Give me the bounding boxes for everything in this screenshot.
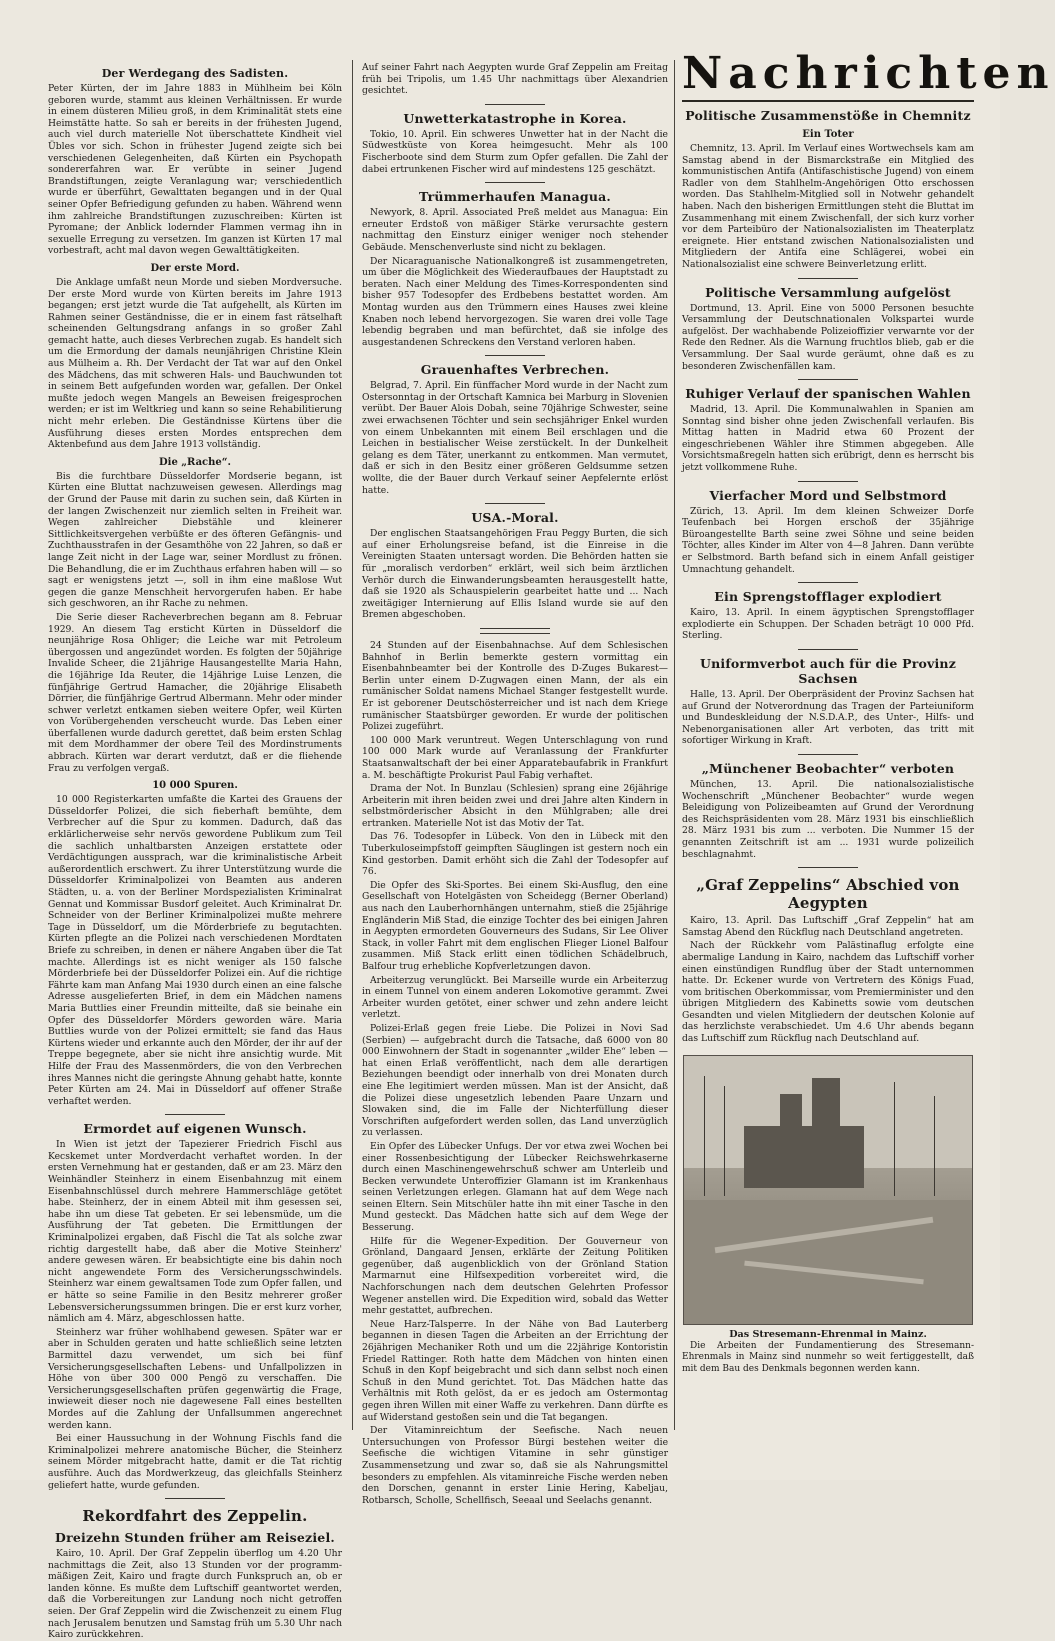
separator xyxy=(798,278,858,279)
headline: „Münchener Beobachter“ verboten xyxy=(701,760,955,776)
article-text: Newyork, 8. April. Associated Preß meldet aus Managua: Ein erneuter Erdstoß von mäßiger Stärke verursachte gestern nachmittag den Einsturz einiger weniger noch stehender Gebäude. Menschenverluste sind nicht zu beklagen. xyxy=(362,207,668,253)
separator xyxy=(798,754,858,755)
article-text: Kairo, 13. April. Das Luftschiff „Graf Zeppelin“ hat am Samstag Abend den Rückflug nach Deutschland angetreten. xyxy=(682,915,974,938)
stresemann-memorial-photo xyxy=(683,1055,973,1325)
subheadline: Dreizehn Stunden früher am Reiseziel. xyxy=(55,1530,335,1546)
article-text: Der Vitaminreichtum der Seefische. Nach neuen Untersuchungen von Professor Bürgi bestehen weiter die Seefische die wichtigen Vitamine in sehr günstiger Zusammensetzung und zwar so, daß sie als Nahrungsmittel besonders zu empfehlen. Als vitaminreiche Fische werden neben den Dorschen, genannt in erster Linie Hering, Kabeljau, Rotbarsch, Scholle, Schellfisch, Seeaal und Seelachs genannt. xyxy=(362,1425,668,1506)
article-text: Kairo, 10. April. Der Graf Zeppelin überflog um 4.20 Uhr nachmittags die Zeit, also 13 Stunden vor der programmmäßigen Zeit, Kairo und fragte durch Funkspruch an, ob er landen könne. Es mußte dem Luftschiff geantwortet werden, daß die Vorbereitungen zur Landung noch nicht getroffen seien. Der Graf Zeppelin wird die Zwischenzeit zu einem Flug nach Jerusalem benutzen und Samstag früh um 5.30 Uhr nach Kairo zurückkehren. xyxy=(48,1548,342,1641)
separator xyxy=(485,104,545,105)
separator xyxy=(485,355,545,356)
column-middle xyxy=(362,62,668,1506)
subhead: Die „Rache“. xyxy=(158,456,232,468)
column-rule xyxy=(674,60,675,1430)
article-text: Die Anklage umfaßt neun Morde und sieben Mordversuche. Der erste Mord wurde von Kürten bereits im Jahre 1913 begangen; erst jetzt wurde die Tat aufgehellt, als Kürten im Rahmen seiner Geständnisse, die er in einem fast rätselhaft scheinenden Geltungsdrang anfangs in so großer Zahl gemacht hatte, auch dieses Verbrechen zugab. Es handelt sich um die Ermordung der damals neunjährigen Christine Klein aus Mülheim a. Rh. Der Verdacht der Tat war auf den Onkel des Mädchens, das mit schweren Hals- und Bauchwunden tot in seinem Bett aufgefunden worden war, gefallen. Der Onkel mußte jedoch wegen Mangels an Beweisen freigesprochen werden; er ist im Weltkrieg und kann so seine Rehabilitierung nicht mehr erleben. Die Geständnisse Kürtens über die Ausführung dieses ersten Mordes entsprechen dem Aktenbefund aus dem Jahre 1913 vollständig. xyxy=(48,276,342,451)
headline: Politische Zusammenstöße in Chemnitz xyxy=(685,108,971,123)
headline: Ein Sprengstofflager explodiert xyxy=(714,589,942,605)
article-text: 10 000 Registerkarten umfaßte die Kartei des Grauens der Düsseldorfer Polizei, die sich fieberhaft bemühte, dem Verbrecher auf die Spur zu kommen. Dadurch, daß das erklärlicherweise sehr nervös gewordene Publikum zum Teil die sachlich unhaltbarsten Anzeigen erstattete oder Verdächtigungen aussprach, war die kriminalistische Arbeit außerordentlich erschwert. Zu ihrer Unterstützung wurde die Düsseldorfer Kriminalpolizei von Beamten aus anderen Städten, u. a. von der Berliner Mordspezialisten Kriminalrat Gennat und Kommissar Busdorf geleitet. Auch Kriminalrat Dr. Schneider von der Berliner Kriminalpolizei mußte mehrere Tage in Düsseldorf, um die Mörderbriefe zu begutachten. Kürten pflegte an die Polizei nach verschiedenen Mordtaten Briefe zu schreiben, in denen er nähere Angaben über die Tat machte. Allerdings ist es nicht weniger als 150 falsche Mörderbriefe bei der Düsseldorfer Polizei ein. Auf die richtige Fährte kam man Anfang Mai 1930 durch einen an eine falsche Adresse ausgelieferten Brief, in dem ein Mädchen namens Maria Buttlies einer Freundin mitteilte, daß sie beinahe ein Opfer des Düsseldorfer Mörders geworden wäre. Maria Buttlies wurde von der Polizei ermittelt; sie fand das Haus Kürtens wieder und erkannte auch den Mörder, der ihr auf der Treppe begegnete, aber sie nicht ihre ansichtig wurde. Mit Hilfe der Frau des Massenmörders, die von den Verbrechen ihres Mannes nicht die geringste Ahnung gehabt hatte, konnte Peter Kürten am 24. Mai in Düsseldorf auf offener Straße verhaftet werden. xyxy=(48,794,342,1107)
separator xyxy=(480,628,550,634)
article-text: Steinherz war früher wohlhabend gewesen. Später war er aber in Schulden geraten und hatte schließlich seine letzten Barmittel dazu verwendet, um sich bei fünf Versicherungsgesellschaften Lebens- und Unfallpolizzen in Höhe von über 300 000 Pengö zu verschaffen. Die Versicherungsgesellschaften prüfen gegenwärtig die Frage, inwieweit dieser noch nie dagewesene Fall eines bestellten Mordes auf die Zahlung der Unfallsummen angerechnet werden kann. xyxy=(48,1326,342,1431)
photo-caption-text: Die Arbeiten der Fundamentierung des Stresemann-Ehrenmals in Mainz sind nunmehr so weit fertiggestellt, daß mit dem Bau des Denkmals begonnen werden kann. xyxy=(682,1340,974,1374)
subheadline: Ein Toter xyxy=(802,129,854,140)
article-text: Nach der Rückkehr vom Palästinaflug erfolgte eine abermalige Landung in Kairo, nachdem das Luftschiff vorher einen einstündigen Rundflug über der Stadt unternommen hatte. Dr. Eckener wurde von Vertretern des Königs Fuad, vom britischen Oberkommissar, vom Premierminister und den übrigen Mitgliedern des Kabinetts sowie vom deutschen Gesandten und vielen Mitgliedern der deutschen Kolonie auf das herzlichste verabschiedet. Um 4.6 Uhr abends begann das Luftschiff zum Rückflug nach Deutschland auf. xyxy=(682,940,974,1045)
column-left xyxy=(48,62,342,1641)
headline: Der Werdegang des Sadisten. xyxy=(101,67,289,80)
article-text: Dortmund, 13. April. Eine von 5000 Personen besuchte Versammlung der Deutschnationalen Volkspartei wurde aufgelöst. Der wachhabende Polizeioffizier verwarnte vor der Rede den Redner. Als die Warnung fruchtlos blieb, gab er die Versammlung. Der Saal wurde geräumt, ohne daß es zu besonderen Zwischenfällen kam. xyxy=(682,302,974,372)
subhead: Der erste Mord. xyxy=(150,262,240,274)
headline: Trümmerhaufen Managua. xyxy=(419,189,611,205)
headline: USA.-Moral. xyxy=(471,510,559,526)
separator xyxy=(165,1498,225,1499)
article-text: Drama der Not. In Bunzlau (Schlesien) sprang eine 26jährige Arbeiterin mit ihren beiden zwei und drei Jahre alten Kindern in selbstmörderischer Absicht in den Mühlgraben; alle drei ertranken. Materielle Not ist das Motiv der Tat. xyxy=(362,783,668,829)
separator xyxy=(485,182,545,183)
masthead-title: Nachrichten xyxy=(682,48,974,102)
article-text: Madrid, 13. April. Die Kommunalwahlen in Spanien am Sonntag sind bisher ohne jeden Zwischenfall verlaufen. Bis Mittag hatten in Madrid etwa 60 Prozent der eingeschriebenen Wähler ihre Stimmen abgegeben. Alle Vorsichtsmaßregeln hatten sich erübrigt, denn es herrscht bis jetzt vollkommene Ruhe. xyxy=(682,404,974,474)
article-text: Arbeiterzug verunglückt. Bei Marseille wurde ein Arbeiterzug in einem Tunnel von einem anderen Lokomotive gerammt. Zwei Arbeiter wurden getötet, einer schwer und zehn andere leicht verletzt. xyxy=(362,974,668,1021)
separator xyxy=(485,503,545,504)
headline: Ermordet auf eigenen Wunsch. xyxy=(83,1121,307,1137)
tree xyxy=(724,1086,725,1196)
article-text: Der englischen Staatsangehörigen Frau Peggy Burten, die sich auf einer Erholungsreise befand, ist die Einreise in die Vereinigten Staaten untersagt worden. Die Behörden hatten sie für „moralisch verdorben“ erklärt, weil sich beim ärztlichen Verhör durch die Einwanderungsbeamten herausgestellt hatte, daß sie 1920 als Schauspielerin gearbeitet hatte und ... Nach zweitägiger Internierung auf Ellis Island wurde sie auf den Bremen abgeschoben. xyxy=(362,528,668,621)
article-text: 24 Stunden auf der Eisenbahnachse. Auf dem Schlesischen Bahnhof in Berlin bemerkte gestern vormittag ein Eisenbahnbeamter bei der Kontrolle des D-Zuges Bukarest—Berlin unter einem D-Zugwagen einen Mann, der als ein rumänischer Soldat namens Michael Stanger festgestellt wurde. Er ist geborener Deutschösterreicher und ist nach dem Kriege rumänischer Staatsbürger geworden. Er wurde der politischen Polizei zugeführt. xyxy=(362,639,668,733)
headline: „Graf Zeppelins“ Abschied von Aegypten xyxy=(696,876,960,913)
column-right xyxy=(682,48,1055,1428)
separator xyxy=(798,867,858,868)
article-text: Tokio, 10. April. Ein schweres Unwetter hat in der Nacht die Südwestküste von Korea heimgesucht. Mehr als 100 Fischerboote sind dem Sturm zum Opfer gefallen. Die Zahl der dabei ertrunkenen Fischer wird auf mindestens 125 geschätzt. xyxy=(362,128,668,175)
tree xyxy=(894,1082,895,1196)
article-text: Das 76. Todesopfer in Lübeck. Von den in Lübeck mit den Tuberkuloseimpfstoff geimpften Säuglingen ist gestern noch ein Kind gestorben. Damit erhöht sich die Zahl der Todesopfer auf 76. xyxy=(362,831,668,878)
tree xyxy=(704,1076,705,1196)
headline: Unwetterkatastrophe in Korea. xyxy=(403,110,627,126)
separator xyxy=(798,582,858,583)
tree xyxy=(934,1096,935,1196)
article-text: Bis die furchtbare Düsseldorfer Mordserie begann, ist Kürten eine Bluttat nachzuweisen gewesen. Allerdings mag der Grund der Pause mit darin zu suchen sein, daß Kürten in der langen Zwischenzeit nur ziemlich selten in Freiheit war. Wegen zahlreicher Diebstähle und kleinerer Sittlichkeitsvergehen verbüßte er des öfteren Gefängnis- und Zuchthausstrafen in der Gesamthöhe von 22 Jahren, so daß er lange Zeit nicht in der Lage war, seiner Mordlust zu frönen. Die Behandlung, die er im Zuchthaus erfahren haben will — so sagt er wenigstens jetzt —, soll in ihm eine maßlose Wut gegen die ganze Menschheit hervorgerufen haben. Er habe sich geschworen, an ihr Rache zu nehmen. xyxy=(48,470,342,610)
article-text: Halle, 13. April. Der Oberpräsident der Provinz Sachsen hat auf Grund der Notverordnung das Tragen der Parteiuniform und Bundeskleidung der N.S.D.A.P., des Unter-, Hilfs- und Nebenorganisationen aller Art verboten, das tritt mit sofortiger Wirkung in Kraft. xyxy=(682,689,974,747)
headline: Uniformverbot auch für die Provinz Sachsen xyxy=(699,656,957,686)
article-text: Chemnitz, 13. April. Im Verlauf eines Wortwechsels kam am Samstag abend in der Bismarckstraße ein Mitglied des kommunistischen Antifa (Antifaschistische Jugend) von einem Radler von dem Stahlhelm-Angehörigen Otto erschossen worden. Das Stahlhelm-Mitglied soll in Notwehr gehandelt haben. Nach den bisherigen Ermittlungen steht die Bluttat im Zusammenhang mit einem Zwischenfall, der sich kurz vorher vor dem Parteibüro der Nationalsozialisten im Theaterplatz ereignete. Hier entstand zwischen Nationalsozialisten und Mitgliedern der Antifa eine Schlägerei, wobei ein Nationalsozialist eine schwere Beinverletzung erlitt. xyxy=(682,143,974,270)
column-rule xyxy=(352,60,353,1430)
subhead: 10 000 Spuren. xyxy=(152,780,238,792)
headline: Vierfacher Mord und Selbstmord xyxy=(709,487,947,503)
headline: Grauenhaftes Verbrechen. xyxy=(420,362,610,378)
article-text: 100 000 Mark veruntreut. Wegen Unterschlagung von rund 100 000 Mark wurde auf Veranlassung der Frankfurter Staatsanwaltschaft der bei einer Apparatebaufabrik in Frankfurt a. M. beschäftigte Prokurist Paul Fabig verhaftet. xyxy=(362,734,668,781)
headline: Rekordfahrt des Zeppelin. xyxy=(82,1507,308,1526)
article-text: Auf seiner Fahrt nach Aegypten wurde Graf Zeppelin am Freitag früh bei Tripolis, um 1.45 Uhr nachmittags über Alexandrien gesichtet. xyxy=(362,62,668,97)
article-text: Die Opfer des Ski-Sportes. Bei einem Ski-Ausflug, den eine Gesellschaft von Hotelgästen von Scheidegg (Berner Oberland) aus nach den Lauberhornhängen unternahm, stieß die 25jährige Engländerin Miß Stad, die einzige Tochter des bei einigen Jahren in Aegypten ermordeten Gouverneurs des Sudans, Sir Lee Oliver Stack, in voller Fahrt mit dem englischen Flieger Lionel Balfour zusammen. Miß Stack erlitt einen tödlichen Schädelbruch, Balfour trug erhebliche Kopfverletzungen davon. xyxy=(362,879,668,972)
separator xyxy=(798,649,858,650)
separator xyxy=(165,1114,225,1115)
article-text: Neue Harz-Talsperre. In der Nähe von Bad Lauterberg begannen in diesen Tagen die Arbeiten an der Errichtung der 26jährigen Mechaniker Roth und um die 22jährige Kontoristin Friedel Rattinger. Roth hatte dem Mädchen von hinten einen Schuß in den Kopf beigebracht und sich dann selbst noch einen Schuß in den Mund gerichtet. Tot. Das Mädchen hatte das Verhältnis mit Roth gelöst, da er es jedoch am Ostermontag gegen ihren Willen mit einer Waffe zu verkehren. Dann dürfte es auf Widerstand gestoßen sein und die Tat begangen. xyxy=(362,1318,668,1423)
separator xyxy=(798,379,858,380)
headline: Ruhiger Verlauf der spanischen Wahlen xyxy=(685,386,971,402)
cathedral-body xyxy=(744,1126,864,1188)
article-text: Kairo, 13. April. In einem ägyptischen Sprengstofflager explodierte ein Schuppen. Der Schaden beträgt 10 000 Pfd. Sterling. xyxy=(682,607,974,642)
article-text: In Wien ist jetzt der Tapezierer Friedrich Fischl aus Kecskemet unter Mordverdacht verhaftet worden. In der ersten Vernehmung hat er gestanden, daß er am 23. März den Weinhändler Steinherz in einem Eisenbahnzug mit einem Eisenbahnschlüssel durch mehrere Hammerschläge getötet habe. Steinherz, der in einem Abteil mit ihm gesessen sei, habe ihn um diese Tat gebeten. Er sei lebensmüde, um die Ausführung der Tat gebeten. Die Ermittlungen der Kriminalpolizei ergaben, daß Fischl die Tat als solche zwar richtig dargestellt habe, daß aber die Motive Steinherz' andere gewesen wären. Er beabsichtigte eine bis dahin noch nicht angewendete Form des Versicherungsschwindels. Steinherz war einem gewaltsamen Tode zum Opfer fallen, und er hätte so seine Familie in den Besitz mehrerer großer Lebensversicherungssummen bringen. Die er erst kurz vorher, nämlich am 4. März, abgeschlossen hatte. xyxy=(48,1139,342,1325)
headline: Politische Versammlung aufgelöst xyxy=(705,284,951,300)
article-text: Hilfe für die Wegener-Expedition. Der Gouverneur von Grönland, Dangaard Jensen, erklärte der Zeitung Politiken gegenüber, daß augenblicklich von der Grönland Station Marmarnut eine Hilfsexpedition vorbereitet wird, die Nachforschungen nach dem deutschen Gelehrten Professor Wegener anstellen wird. Die Expedition wird, sobald das Wetter mehr gestattet, aufbrechen. xyxy=(362,1235,668,1317)
photo-caption-title: Das Stresemann-Ehrenmal in Mainz. xyxy=(729,1328,927,1340)
article-text: Der Nicaraguanische Nationalkongreß ist zusammengetreten, um über die Möglichkeit des Wiederaufbaues der Hauptstadt zu beraten. Nach einer Meldung des Times-Korrespondenten sind bisher 957 Todesopfer des Erdbebens bestattet worden. Am Montag wurden aus den Trümmern eines Hauses zwei kleine Knaben noch lebend hervorgezogen. Sie waren drei volle Tage lebendig begraben und man befürchtet, daß sie infolge des ausgestandenen Schreckens den Verstand verloren haben. xyxy=(362,255,668,348)
article-text: Belgrad, 7. April. Ein fünffacher Mord wurde in der Nacht zum Ostersonntag in der Ortschaft Kamnica bei Marburg in Slovenien verübt. Der Bauer Alois Dobah, seine 70jährige Schwester, seine zwei erwachsenen Töchter und sein sechsjähriger Enkel wurden von einem Unbekannten mit einem Beil erschlagen und die Leichen in bestialischer Weise zerstückelt. In der Dunkelheit gelang es dem Täter, unerkannt zu entkommen. Man vermutet, daß er sich in den Besitz einer größeren Geldsumme setzen wollte, die der Bauer durch Verkauf seiner Aepfelernte erlöst hatte. xyxy=(362,380,668,496)
article-text: Polizei-Erlaß gegen freie Liebe. Die Polizei in Novi Sad (Serbien) — aufgebracht durch die Tatsache, daß 6000 von 80 000 Einwohnern der Stadt in sogenannter „wilder Ehe“ leben — hat einen Erlaß veröffentlicht, nach dem alle derartigen Beziehungen beendigt oder innerhalb von drei Monaten durch eine Ehe legitimiert werden müssen. Man ist der Ansicht, daß die Polizei diese ungesetzlich lebenden Paare Unzarn und Slowaken sind, die im Falle der Nichterfüllung dieser Vorschriften aufgefordert werden sollen, das Land unverzüglich zu verlassen. xyxy=(362,1022,668,1139)
article-text: Die Serie dieser Racheverbrechen begann am 8. Februar 1929. An diesem Tag ersticht Kürten in Düsseldorf die neunjährige Rosa Ohliger; die Leiche war mit Petroleum übergossen und angezündet worden. Es folgten der 50jährige Invalide Scheer, die 21jährige Hausangestellte Maria Hahn, die 16jährige Ida Reuter, die 14jährige Luise Lenzen, die fünfjährige Gertrud Hamacher, die 20jährige Elisabeth Dörrier, die fünfjährige Gertrud Albermann. Mehr oder minder schwer verletzt entkamen sieben weitere Opfer, weil Kürten von Vorübergehenden verscheucht wurde. Das Leben einer überfallenen wurde dadurch gerettet, daß beim ersten Schlag mit dem Mordhammer der obere Teil des Mordinstruments abbrach. Kürten war derart verdutzt, daß er die fliehende Frau zu verfolgen vergaß. xyxy=(48,611,342,774)
article-text: Ein Opfer des Lübecker Unfugs. Der vor etwa zwei Wochen bei einer Rossenbesichtigung der Lübecker Reichswehrkaserne durch einen Maschinengewehrschuß schwer am Unterleib und Becken verwundete Unteroffizier Glamann ist im Krankenhaus seinen Verletzungen erlegen. Glamann hat auf dem Wege nach seinen Eltern. Sein Mitschüler hatte ihn mit einer Tasche in den Mund gesteckt. Das Mädchen hatte sich auf dem Wege der Besserung. xyxy=(362,1140,668,1234)
separator xyxy=(798,481,858,482)
article-text: München, 13. April. Die nationalsozialistische Wochenschrift „Münchener Beobachter“ wurde wegen Beleidigung von Polizeibeamten auf Grund der Verordnung des Reichspräsidenten vom 28. März 1931 bis einschließlich 28. März 1931 bis zum ... verboten. Die Nummer 15 der genannten Zeitschrift ist am ... 1931 wurde polizeilich beschlagnahmt. xyxy=(682,778,974,860)
article-text: Peter Kürten, der im Jahre 1883 in Mühlheim bei Köln geboren wurde, stammt aus kleinen Verhältnissen. Er wurde in einem düsteren Milieu groß, in dem Kriminalität stets eine Heimstätte hatte. So sah er bereits in der frühesten Jugend, auch viel durch materielle Not überschattete Kindheit viel Übles vor sich. Schon in frühester Jugend zeigte sich bei verschiedenen Gelegenheiten, daß Kürten ein Psychopath sondererfahren war. Er verübte in seiner Jugend Brandstiftungen, zeigte Veranlagung war; verschiedentlich wurde er überführt, Gewalttaten begangen und in der Qual seiner Opfer Befriedigung gefunden zu haben. Während wenn ihm zahlreiche Brandstiftungen zuzuschreiben: Kürten ist Pyromane; der Anblick lodernder Flammen vermag ihn in sexuelle Erregung zu versetzen. Im ganzen ist Kürten 17 mal vorbestraft, acht mal davon wegen Gewalttätigkeiten. xyxy=(48,83,342,257)
article-text: Bei einer Haussuchung in der Wohnung Fischls fand die Kriminalpolizei mehrere anatomische Bücher, die Steinherz seinem Mörder mitgebracht hatte, damit er die Tat richtig ausführe. Auch das Mordwerkzeug, das gleichfalls Steinherz geliefert hatte, wurde gefunden. xyxy=(48,1433,342,1491)
article-text: Zürich, 13. April. Im dem kleinen Schweizer Dorfe Teufenbach bei Horgen erschoß der 35jährige Büroangestellte Barth seine zwei Söhne und seine beiden Töchter, alles Kinder im Alter von 4—8 Jahren. Dann verübte er Selbstmord. Barth befand sich in einem Anfall geistiger Umnachtung gehandelt. xyxy=(682,505,974,575)
